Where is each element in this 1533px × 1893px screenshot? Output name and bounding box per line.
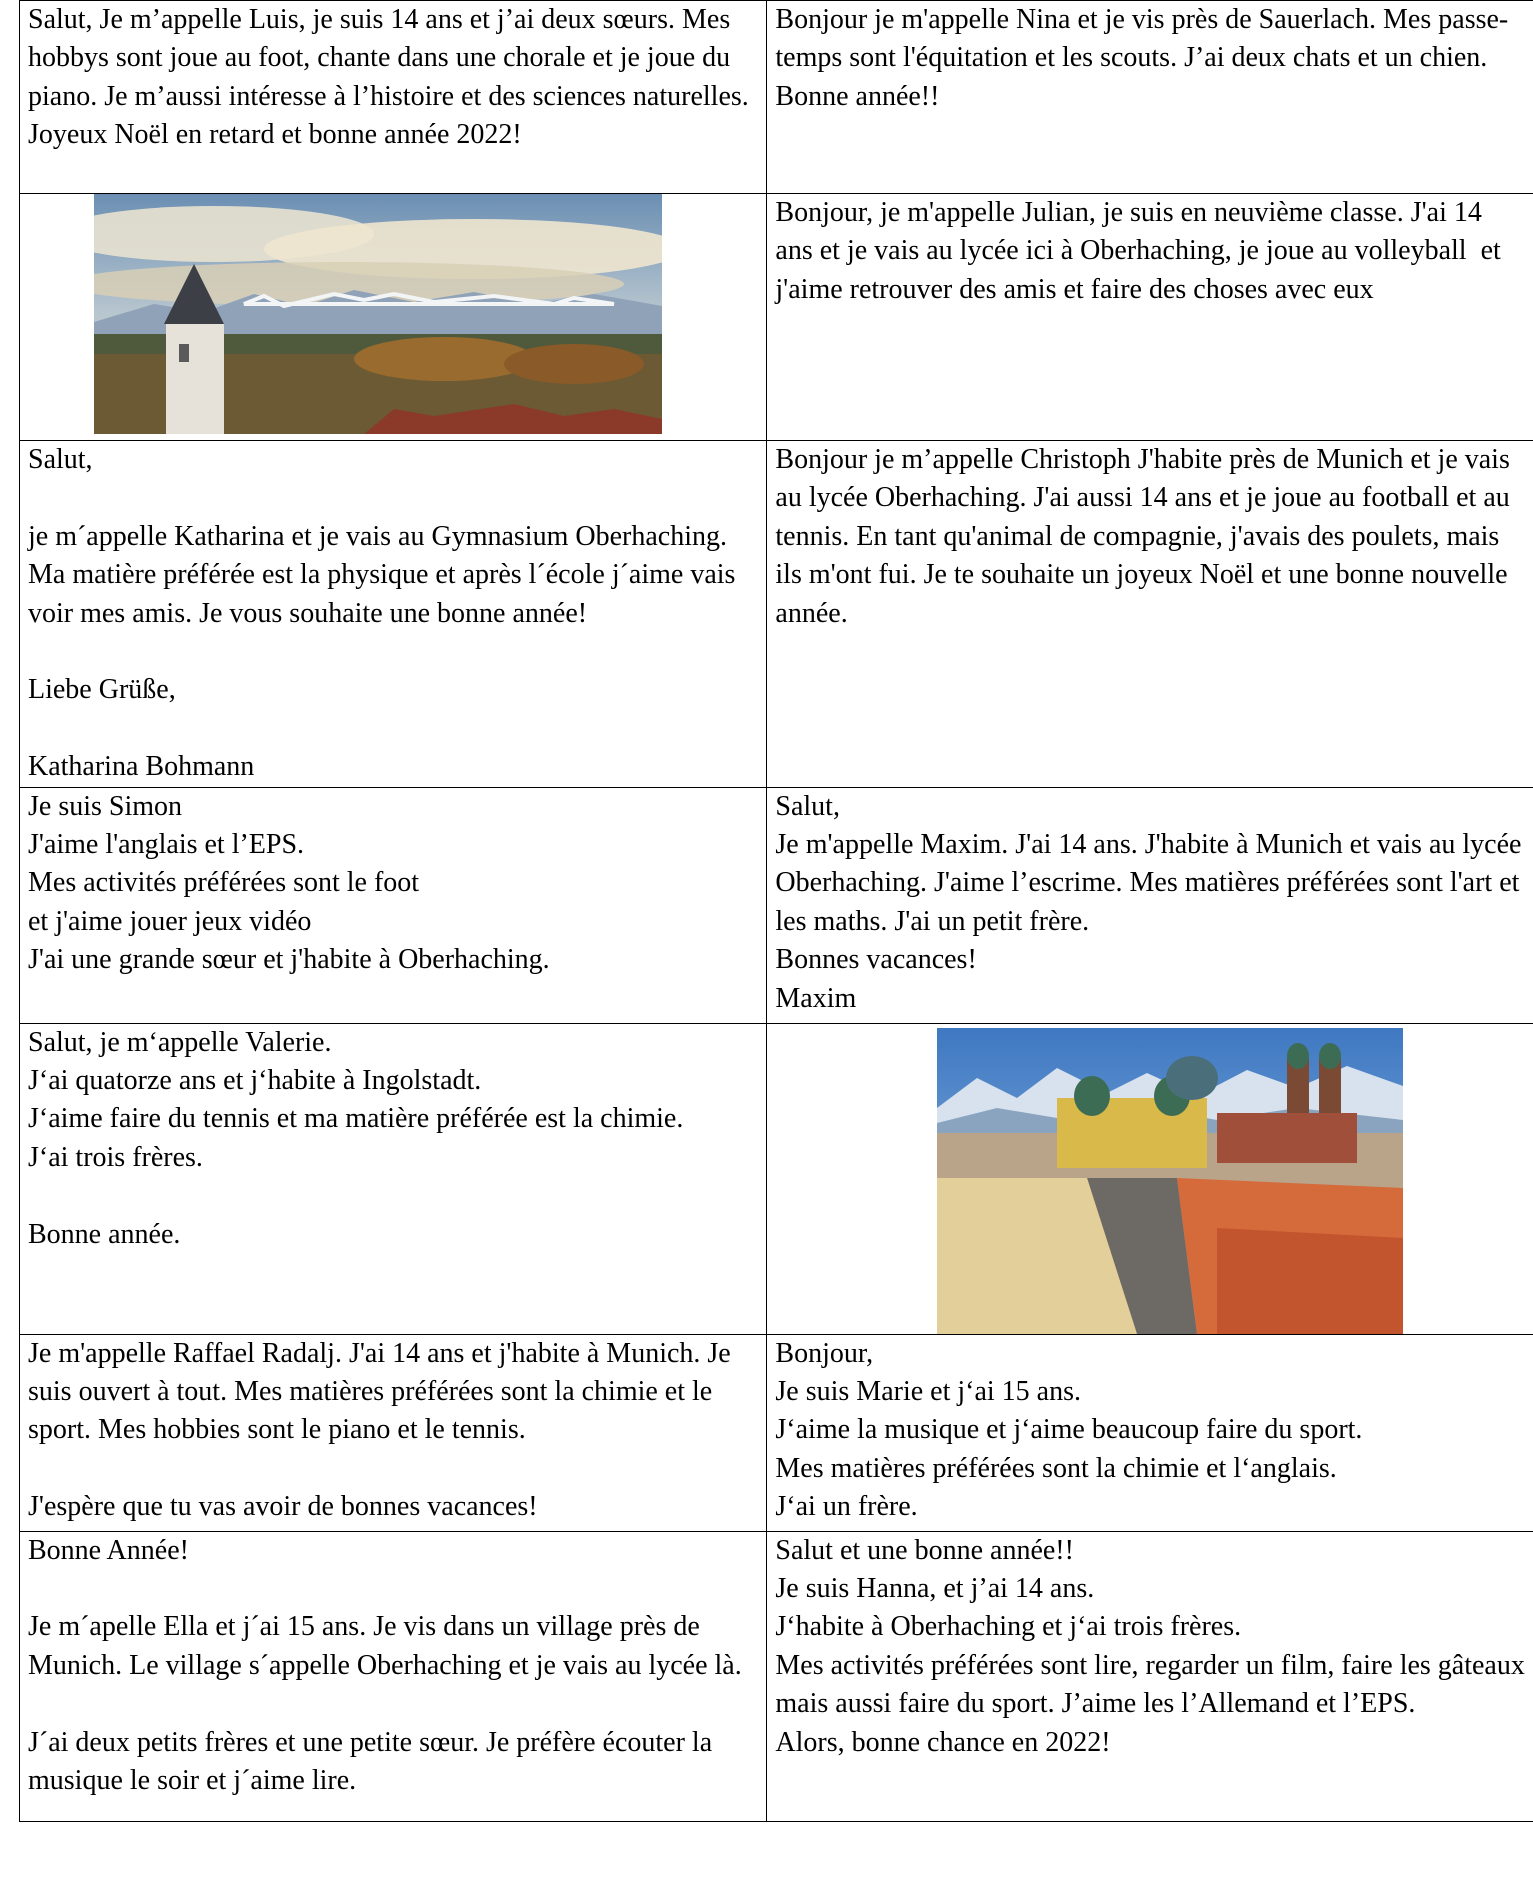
cell-landscape-photo [20,194,767,441]
cell-marie [767,1334,1533,1531]
table-row [20,1023,1533,1334]
message-text: Bonjour je m’appelle Christoph J'habite près de Munich et je vais au lycée Oberhaching. J'ai aussi 14 ans et je joue au football et au tennis. En tant qu'animal de compagnie, j'avais des poulets, mais ils m'ont fui. Je te souhaite un joyeux Noël et une bonne nouvelle année. [775,444,1517,629]
message-text: Salut, Je m’appelle Luis, je suis 14 ans et j’ai deux sœurs. Mes hobbys sont joue au foot, chante dans une chorale et je joue du piano. Je m’aussi intéresse à l’histoire et des sciences naturelles. Joyeux Noël en retard et bonne année 2022! [28,4,756,151]
munich-photo-image [937,1028,1403,1334]
cell-simon [20,787,767,1023]
cell-valerie [20,1023,767,1334]
message-text: Bonjour je m'appelle Nina et je vis près de Sauerlach. Mes passe-temps sont l'équitation et les scouts. J’ai deux chats et un chien. Bonne année!! [775,4,1509,112]
cell-ella [20,1531,767,1821]
message-text: Salut, je m‘appelle Valerie. J‘ai quatorze ans et j‘habite à Ingolstadt. J‘aime faire du tennis et ma matière préférée est la chimie. J‘ai trois frères. Bonne année. [28,1026,684,1250]
cell-nina [767,1,1533,194]
cell-katharina [20,441,767,788]
table-row [20,194,1533,441]
table-row [20,1,1533,194]
message-text: Bonne Année! Je m´apelle Ella et j´ai 15 ans. Je vis dans un village près de Munich. Le village s´appelle Oberhaching et je vais au lycée là. J´ai deux petits frères et une petite sœur. Je préfère écouter la musique le soir et j´aime lire. [28,1534,742,1797]
cell-luis [20,1,767,194]
message-text: Salut, je m´appelle Katharina et je vais au Gymnasium Oberhaching. Ma matière préférée est la physique et après l´école j´aime vais voir mes amis. Je vous souhaite une bonne année! Liebe Grüße, Katharina Bohmann [28,444,736,783]
message-text: Bonjour, Je suis Marie et j‘ai 15 ans. J‘aime la musique et j‘aime beaucoup faire du sport. Mes matières préférées sont la chimie et l‘anglais. J‘ai un frère. [775,1337,1363,1523]
message-text: Je m'appelle Raffael Radalj. J'ai 14 ans et j'habite à Munich. Je suis ouvert à tout. Mes matières préférées sont la chimie et le sport. Mes hobbies sont le piano et le tennis. J'espère que tu vas avoir de bonnes vacances! [28,1337,731,1523]
landscape-photo [94,194,662,434]
table-row [20,1334,1533,1531]
cell-christoph [767,441,1533,788]
munich-photo [937,1028,1403,1334]
cell-maxim [767,787,1533,1023]
table-row [20,787,1533,1023]
cell-munich-photo [767,1023,1533,1334]
cell-julian [767,194,1533,441]
table-row [20,441,1533,788]
cell-raffael [20,1334,767,1531]
message-text: Salut et une bonne année!! Je suis Hanna, et j’ai 14 ans. J‘habite à Oberhaching et j‘ai trois frères. Mes activités préférées sont lire, regarder un film, faire les gâteaux mais aussi faire du sport. J’aime les l’Allemand et l’EPS. Alors, bonne chance en 2022! [775,1534,1525,1758]
message-text: Je suis Simon J'aime l'anglais et l’EPS. Mes activités préférées sont le foot et j'aime jouer jeux vidéo J'ai une grande sœur et j'habite à Oberhaching. [28,790,550,976]
pen-pal-table [19,0,1533,1822]
table-row [20,1531,1533,1821]
message-text: Salut, Je m'appelle Maxim. J'ai 14 ans. J'habite à Munich et vais au lycée Oberhaching. J'aime l’escrime. Mes matières préférées sont l'art et les maths. J'ai un petit frère. Bonnes vacances! Maxim [775,790,1522,1014]
message-text: Bonjour, je m'appelle Julian, je suis en neuvième classe. J'ai 14 ans et je vais au lycée ici à Oberhaching, je joue au volleyball et j'aime retrouver des amis et faire des choses avec eux [775,197,1508,305]
landscape-photo-image [94,194,662,434]
cell-hanna [767,1531,1533,1821]
